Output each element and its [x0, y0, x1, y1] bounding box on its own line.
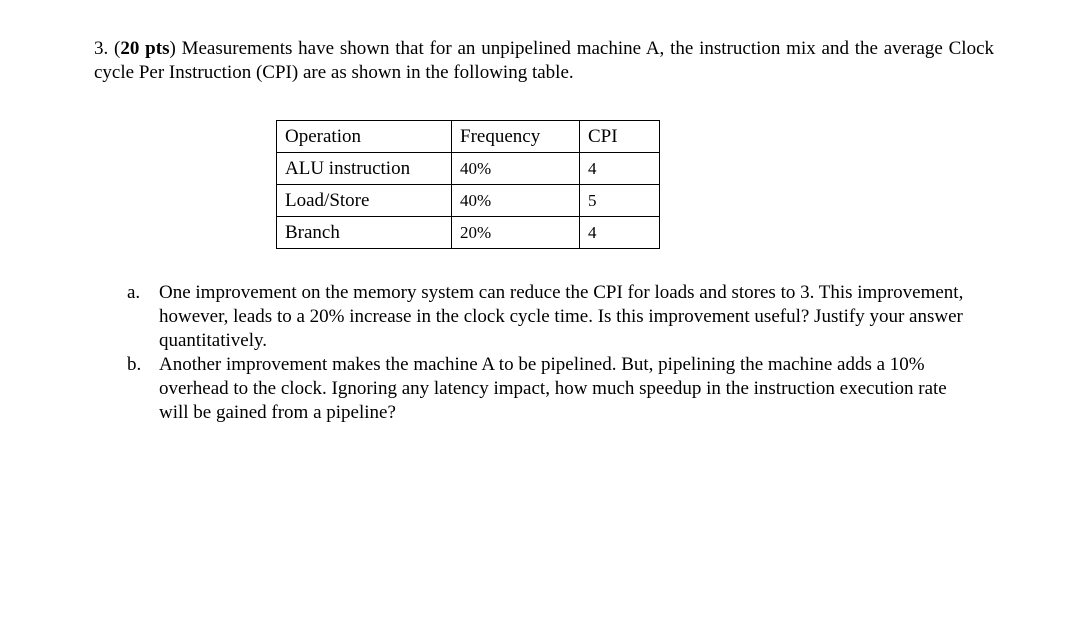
cpi-cell: 4: [580, 153, 660, 185]
frequency-cell: 40%: [452, 153, 580, 185]
frequency-cell: 20%: [452, 217, 580, 249]
table-row: [277, 217, 660, 249]
header-operation: Operation: [277, 121, 452, 153]
sub-question-b: [124, 353, 974, 425]
table-header-row: [277, 121, 660, 153]
list-marker: b.: [127, 354, 142, 375]
points-open-paren: (: [114, 38, 121, 59]
operation-cell: Load/Store: [277, 185, 452, 217]
header-frequency: Frequency: [452, 121, 580, 153]
sub-question-text: One improvement on the memory system can reduce the CPI for loads and stores to 3. This improvement, however, leads to a 20% increase in the clock cycle time. Is this improvement useful? Justify your answer quantitatively.: [159, 282, 964, 351]
table-row: [277, 153, 660, 185]
frequency-cell: 40%: [452, 185, 580, 217]
instruction-mix-table: [276, 120, 660, 249]
question-points: 20 pts: [120, 38, 170, 59]
sub-question-text: Another improvement makes the machine A to be pipelined. But, pipelining the machine adds a 10% overhead to the clock. Ignoring any latency impact, how much speedup in the instruction execution rate will be gained from a pipeline?: [159, 354, 947, 423]
operation-cell: ALU instruction: [277, 153, 452, 185]
header-cpi: CPI: [580, 121, 660, 153]
cpi-cell: 4: [580, 217, 660, 249]
question-text: ) Measurements have shown that for an unpipelined machine A, the instruction mix and the average Clock cycle Per Instruction (CPI) are as shown in the following table.: [94, 38, 995, 83]
question-statement: [94, 37, 994, 85]
operation-cell: Branch: [277, 217, 452, 249]
table-row: [277, 185, 660, 217]
question-number: 3.: [94, 38, 109, 59]
cpi-cell: 5: [580, 185, 660, 217]
list-marker: a.: [127, 282, 141, 303]
sub-question-list: [124, 281, 974, 425]
sub-question-a: [124, 281, 974, 353]
